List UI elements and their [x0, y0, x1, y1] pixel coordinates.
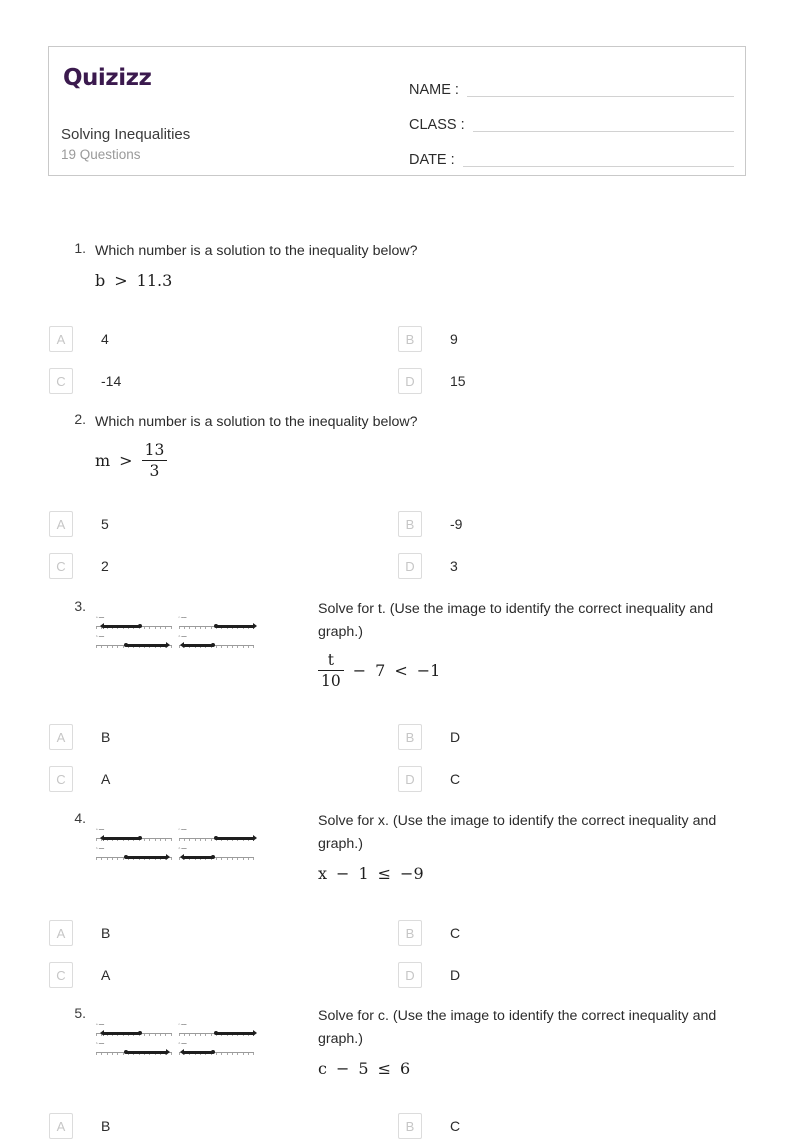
tick-mark [101, 646, 102, 648]
tick-mark [200, 839, 201, 841]
option-text: 15 [450, 373, 466, 389]
tick-mark [171, 839, 172, 841]
ray-arrow [100, 623, 104, 629]
endpoint-dot [124, 1050, 128, 1054]
name-input-line[interactable] [467, 95, 734, 97]
option-badge[interactable]: A [49, 511, 73, 537]
date-label: DATE : [409, 152, 455, 168]
tick-mark [200, 627, 201, 629]
math-token: x [318, 864, 328, 883]
question-text-column [270, 1005, 748, 1078]
option-badge[interactable]: A [49, 724, 73, 750]
tick-mark [195, 1034, 196, 1036]
answer-option[interactable] [398, 1105, 748, 1147]
answer-option-row [48, 716, 748, 758]
name-label: NAME : [409, 82, 459, 98]
tick-mark [171, 646, 172, 648]
ray-arrow [180, 1049, 184, 1055]
tick-mark [107, 646, 108, 648]
number-line-grid [95, 1023, 255, 1059]
ray-arrow [166, 642, 170, 648]
question-body [95, 1005, 748, 1078]
tick-mark [179, 627, 180, 629]
number-line-label: c. ▬▬ [178, 828, 187, 831]
name-field-row [409, 65, 734, 100]
tick-mark [211, 627, 212, 629]
option-text: C [450, 925, 461, 941]
ray-arrow [166, 1049, 170, 1055]
date-input-line[interactable] [463, 165, 734, 167]
number-line-options-thumbnail [95, 828, 255, 864]
tick-mark [216, 646, 217, 648]
option-text: C [450, 1118, 461, 1134]
math-token: 7 [375, 660, 386, 680]
answer-option[interactable] [398, 954, 748, 996]
solution-ray [126, 1051, 166, 1054]
answer-option[interactable] [398, 912, 748, 954]
answer-options [48, 318, 748, 402]
number-line-cell [95, 616, 173, 633]
option-text: 5 [101, 516, 109, 532]
answer-option[interactable] [398, 716, 748, 758]
option-text: 2 [101, 558, 109, 574]
option-badge[interactable]: C [49, 962, 73, 988]
tick-mark [253, 646, 254, 648]
number-line-label: d. ▬▬ [178, 1042, 187, 1045]
math-token: ≤ [377, 1059, 391, 1078]
option-badge[interactable]: D [398, 962, 422, 988]
tick-mark [149, 627, 150, 629]
question-image-column [95, 810, 270, 883]
answer-option[interactable] [48, 1105, 398, 1147]
question-image-column [95, 1005, 270, 1078]
number-line-options-thumbnail [95, 1023, 255, 1059]
answer-option[interactable] [48, 318, 398, 360]
answer-options [48, 503, 748, 587]
header-left [61, 57, 401, 90]
number-line-label: a. ▬▬ [96, 616, 105, 619]
page-title: Solving Inequalities [61, 126, 191, 143]
tick-mark [144, 627, 145, 629]
number-line-cell [178, 616, 256, 633]
answer-option-row [48, 545, 748, 587]
tick-mark [155, 839, 156, 841]
option-text: -9 [450, 516, 463, 532]
tick-mark [253, 1053, 254, 1055]
tick-mark [165, 839, 166, 841]
tick-mark [149, 839, 150, 841]
tick-mark [96, 1034, 97, 1036]
tick-mark [96, 646, 97, 648]
question-text-column [270, 598, 748, 689]
math-expression [318, 864, 748, 883]
number-line-cell [178, 847, 256, 864]
math-token: − [352, 660, 367, 680]
number-line-cell [178, 635, 256, 652]
option-text: D [450, 967, 461, 983]
tick-mark [216, 1053, 217, 1055]
tick-mark [165, 1034, 166, 1036]
option-badge[interactable]: D [398, 553, 422, 579]
solution-ray [126, 644, 166, 647]
number-line-label: a. ▬▬ [96, 1023, 105, 1026]
question-body [95, 240, 748, 290]
tick-mark [101, 858, 102, 860]
tick-mark [112, 646, 113, 648]
endpoint-dot [138, 836, 142, 840]
number-line-grid [95, 616, 255, 652]
option-text: 9 [450, 331, 458, 347]
tick-mark [200, 1034, 201, 1036]
tick-mark [96, 1053, 97, 1055]
number-line-cell [178, 828, 256, 845]
math-token: −9 [400, 864, 424, 883]
number-line-cell [95, 635, 173, 652]
math-token: > [114, 271, 128, 290]
endpoint-dot [138, 1031, 142, 1035]
tick-mark [171, 1053, 172, 1055]
question-body [95, 810, 748, 883]
answer-option-row [48, 1105, 748, 1147]
option-badge[interactable]: B [398, 724, 422, 750]
option-badge[interactable]: A [49, 326, 73, 352]
fraction-bar [142, 460, 168, 461]
math-token: − [335, 1059, 350, 1078]
answer-option[interactable] [48, 912, 398, 954]
answer-option[interactable] [48, 758, 398, 800]
tick-mark [237, 646, 238, 648]
fraction-bar [318, 670, 344, 671]
tick-mark [195, 627, 196, 629]
tick-mark [184, 627, 185, 629]
answer-option-row [48, 954, 748, 996]
quizizz-logo: Quizizz [63, 65, 152, 91]
solution-ray [184, 644, 213, 647]
answer-option[interactable] [398, 318, 748, 360]
tick-mark [123, 858, 124, 860]
math-token: 1 [358, 864, 369, 883]
answer-option-row [48, 758, 748, 800]
number-line-cell [95, 1023, 173, 1040]
class-label: CLASS : [409, 117, 465, 133]
math-expression [95, 442, 748, 479]
ray-arrow [180, 642, 184, 648]
number-line-label: b. ▬▬ [96, 635, 105, 638]
tick-mark [112, 858, 113, 860]
tick-mark [184, 1034, 185, 1036]
answer-option[interactable] [398, 545, 748, 587]
question-number: 2. [74, 411, 86, 427]
number-line-cell [178, 1023, 256, 1040]
number-line-cell [178, 1042, 256, 1059]
tick-mark [243, 646, 244, 648]
fraction-numerator: t [327, 651, 334, 669]
option-badge[interactable]: C [49, 766, 73, 792]
number-line-options-thumbnail [95, 616, 255, 652]
tick-mark [171, 858, 172, 860]
solution-ray [184, 856, 213, 859]
ray-arrow [253, 835, 257, 841]
tick-mark [243, 1053, 244, 1055]
option-text: C [450, 771, 461, 787]
solution-ray [216, 1032, 253, 1035]
answer-options [48, 1105, 748, 1147]
tick-mark [211, 839, 212, 841]
answer-option[interactable] [48, 360, 398, 402]
tick-mark [189, 627, 190, 629]
tick-mark [155, 1034, 156, 1036]
option-badge[interactable]: D [398, 766, 422, 792]
answer-option[interactable] [48, 954, 398, 996]
math-token: > [119, 450, 133, 470]
tick-mark [248, 858, 249, 860]
answer-option[interactable] [398, 758, 748, 800]
class-input-line[interactable] [473, 130, 734, 132]
tick-mark [165, 627, 166, 629]
tick-mark [171, 1034, 172, 1036]
option-text: A [101, 771, 111, 787]
option-badge[interactable]: B [398, 920, 422, 946]
tick-mark [221, 646, 222, 648]
tick-mark [243, 858, 244, 860]
question-image-column [95, 598, 270, 689]
answer-option-row [48, 912, 748, 954]
date-field-row [409, 135, 734, 170]
question-number: 4. [74, 810, 86, 826]
option-text: -14 [101, 373, 122, 389]
ray-arrow [166, 854, 170, 860]
option-badge[interactable]: A [49, 1113, 73, 1139]
solution-ray [184, 1051, 213, 1054]
ray-arrow [253, 623, 257, 629]
tick-mark [160, 1034, 161, 1036]
math-expression [318, 1059, 748, 1078]
solution-ray [104, 1032, 140, 1035]
question-prompt: Solve for t. (Use the image to identify the correct inequality and graph.) [318, 601, 714, 640]
fraction-denominator: 10 [321, 671, 341, 690]
tick-mark [216, 858, 217, 860]
question-number: 3. [74, 598, 86, 614]
tick-mark [227, 858, 228, 860]
tick-mark [253, 858, 254, 860]
number-line-label: a. ▬▬ [96, 828, 105, 831]
tick-mark [160, 839, 161, 841]
number-line-label: b. ▬▬ [96, 1042, 105, 1045]
tick-mark [117, 646, 118, 648]
number-line-grid [95, 828, 255, 864]
answer-options [48, 912, 748, 996]
answer-option-row [48, 360, 748, 402]
math-token: 11.3 [136, 271, 173, 290]
endpoint-dot [211, 855, 215, 859]
fraction-numerator: 13 [144, 441, 165, 459]
number-line-label: c. ▬▬ [178, 616, 187, 619]
tick-mark [123, 1053, 124, 1055]
math-token: c [318, 1059, 327, 1078]
tick-mark [205, 627, 206, 629]
math-token: − [336, 864, 350, 883]
tick-mark [221, 858, 222, 860]
tick-mark [248, 1053, 249, 1055]
option-badge[interactable]: A [49, 920, 73, 946]
number-line-label: d. ▬▬ [178, 635, 187, 638]
tick-mark [144, 839, 145, 841]
endpoint-dot [211, 643, 215, 647]
option-text: B [101, 1118, 111, 1134]
math-token: m [95, 450, 111, 470]
math-token: 6 [399, 1059, 411, 1078]
tick-mark [179, 839, 180, 841]
question-prompt: Solve for x. (Use the image to identify the correct inequality and graph.) [318, 813, 717, 852]
number-line-label: b. ▬▬ [96, 847, 105, 850]
option-text: 3 [450, 558, 458, 574]
tick-mark [96, 858, 97, 860]
math-token: ≤ [377, 864, 392, 883]
tick-mark [96, 627, 97, 629]
tick-mark [117, 858, 118, 860]
question-prompt: Which number is a solution to the inequality below? [95, 414, 418, 430]
endpoint-dot [124, 643, 128, 647]
endpoint-dot [214, 1031, 218, 1035]
number-line-cell [95, 847, 173, 864]
solution-ray [216, 837, 253, 840]
question-count-label: 19 Questions [61, 147, 141, 162]
option-badge[interactable]: C [49, 553, 73, 579]
answer-options [48, 716, 748, 800]
question-text-column [270, 810, 748, 883]
option-badge[interactable]: C [49, 368, 73, 394]
option-badge[interactable]: B [398, 511, 422, 537]
option-badge[interactable]: B [398, 326, 422, 352]
ray-arrow [100, 1030, 104, 1036]
tick-mark [112, 1053, 113, 1055]
question-number: 5. [74, 1005, 86, 1021]
tick-mark [232, 858, 233, 860]
math-token: 5 [358, 1059, 369, 1078]
tick-mark [237, 858, 238, 860]
ray-arrow [180, 854, 184, 860]
endpoint-dot [211, 1050, 215, 1054]
student-info-fields [409, 65, 734, 170]
tick-mark [184, 839, 185, 841]
tick-mark [144, 1034, 145, 1036]
answer-option[interactable] [48, 503, 398, 545]
solution-ray [104, 837, 140, 840]
tick-mark [211, 1034, 212, 1036]
math-fraction [142, 442, 168, 479]
math-token: b [95, 271, 106, 290]
tick-mark [237, 1053, 238, 1055]
question-prompt: Solve for c. (Use the image to identify the correct inequality and graph.) [318, 1008, 717, 1047]
tick-mark [232, 646, 233, 648]
tick-mark [227, 1053, 228, 1055]
math-token: < [394, 660, 408, 680]
tick-mark [155, 627, 156, 629]
question-body [95, 598, 748, 689]
question-number: 1. [74, 240, 86, 256]
tick-mark [117, 1053, 118, 1055]
option-text: B [101, 925, 111, 941]
ray-arrow [253, 1030, 257, 1036]
number-line-label: d. ▬▬ [178, 847, 187, 850]
math-fraction [318, 652, 344, 689]
tick-mark [248, 646, 249, 648]
tick-mark [107, 1053, 108, 1055]
endpoint-dot [214, 624, 218, 628]
solution-ray [126, 856, 166, 859]
question-body [95, 411, 748, 479]
tick-mark [232, 1053, 233, 1055]
tick-mark [189, 1034, 190, 1036]
option-text: 4 [101, 331, 109, 347]
tick-mark [123, 646, 124, 648]
answer-option-row [48, 503, 748, 545]
answer-option-row [48, 318, 748, 360]
tick-mark [227, 646, 228, 648]
worksheet-header-card [48, 46, 746, 176]
tick-mark [101, 1053, 102, 1055]
math-token: −1 [416, 660, 441, 680]
number-line-cell [95, 828, 173, 845]
math-expression [318, 652, 748, 689]
answer-option[interactable] [48, 716, 398, 758]
answer-option[interactable] [48, 545, 398, 587]
solution-ray [104, 625, 140, 628]
option-text: D [450, 729, 461, 745]
answer-option[interactable] [398, 503, 748, 545]
option-badge[interactable]: D [398, 368, 422, 394]
question-prompt: Which number is a solution to the inequality below? [95, 243, 418, 259]
option-text: A [101, 967, 111, 983]
endpoint-dot [138, 624, 142, 628]
ray-arrow [100, 835, 104, 841]
tick-mark [107, 858, 108, 860]
tick-mark [160, 627, 161, 629]
tick-mark [96, 839, 97, 841]
answer-option[interactable] [398, 360, 748, 402]
endpoint-dot [214, 836, 218, 840]
tick-mark [205, 1034, 206, 1036]
option-badge[interactable]: B [398, 1113, 422, 1139]
tick-mark [221, 1053, 222, 1055]
number-line-label: c. ▬▬ [178, 1023, 187, 1026]
class-field-row [409, 100, 734, 135]
solution-ray [216, 625, 253, 628]
tick-mark [171, 627, 172, 629]
tick-mark [205, 839, 206, 841]
fraction-denominator: 3 [149, 461, 160, 480]
tick-mark [189, 839, 190, 841]
math-expression [95, 271, 748, 290]
tick-mark [195, 839, 196, 841]
tick-mark [149, 1034, 150, 1036]
option-text: B [101, 729, 111, 745]
endpoint-dot [124, 855, 128, 859]
number-line-cell [95, 1042, 173, 1059]
tick-mark [179, 1034, 180, 1036]
